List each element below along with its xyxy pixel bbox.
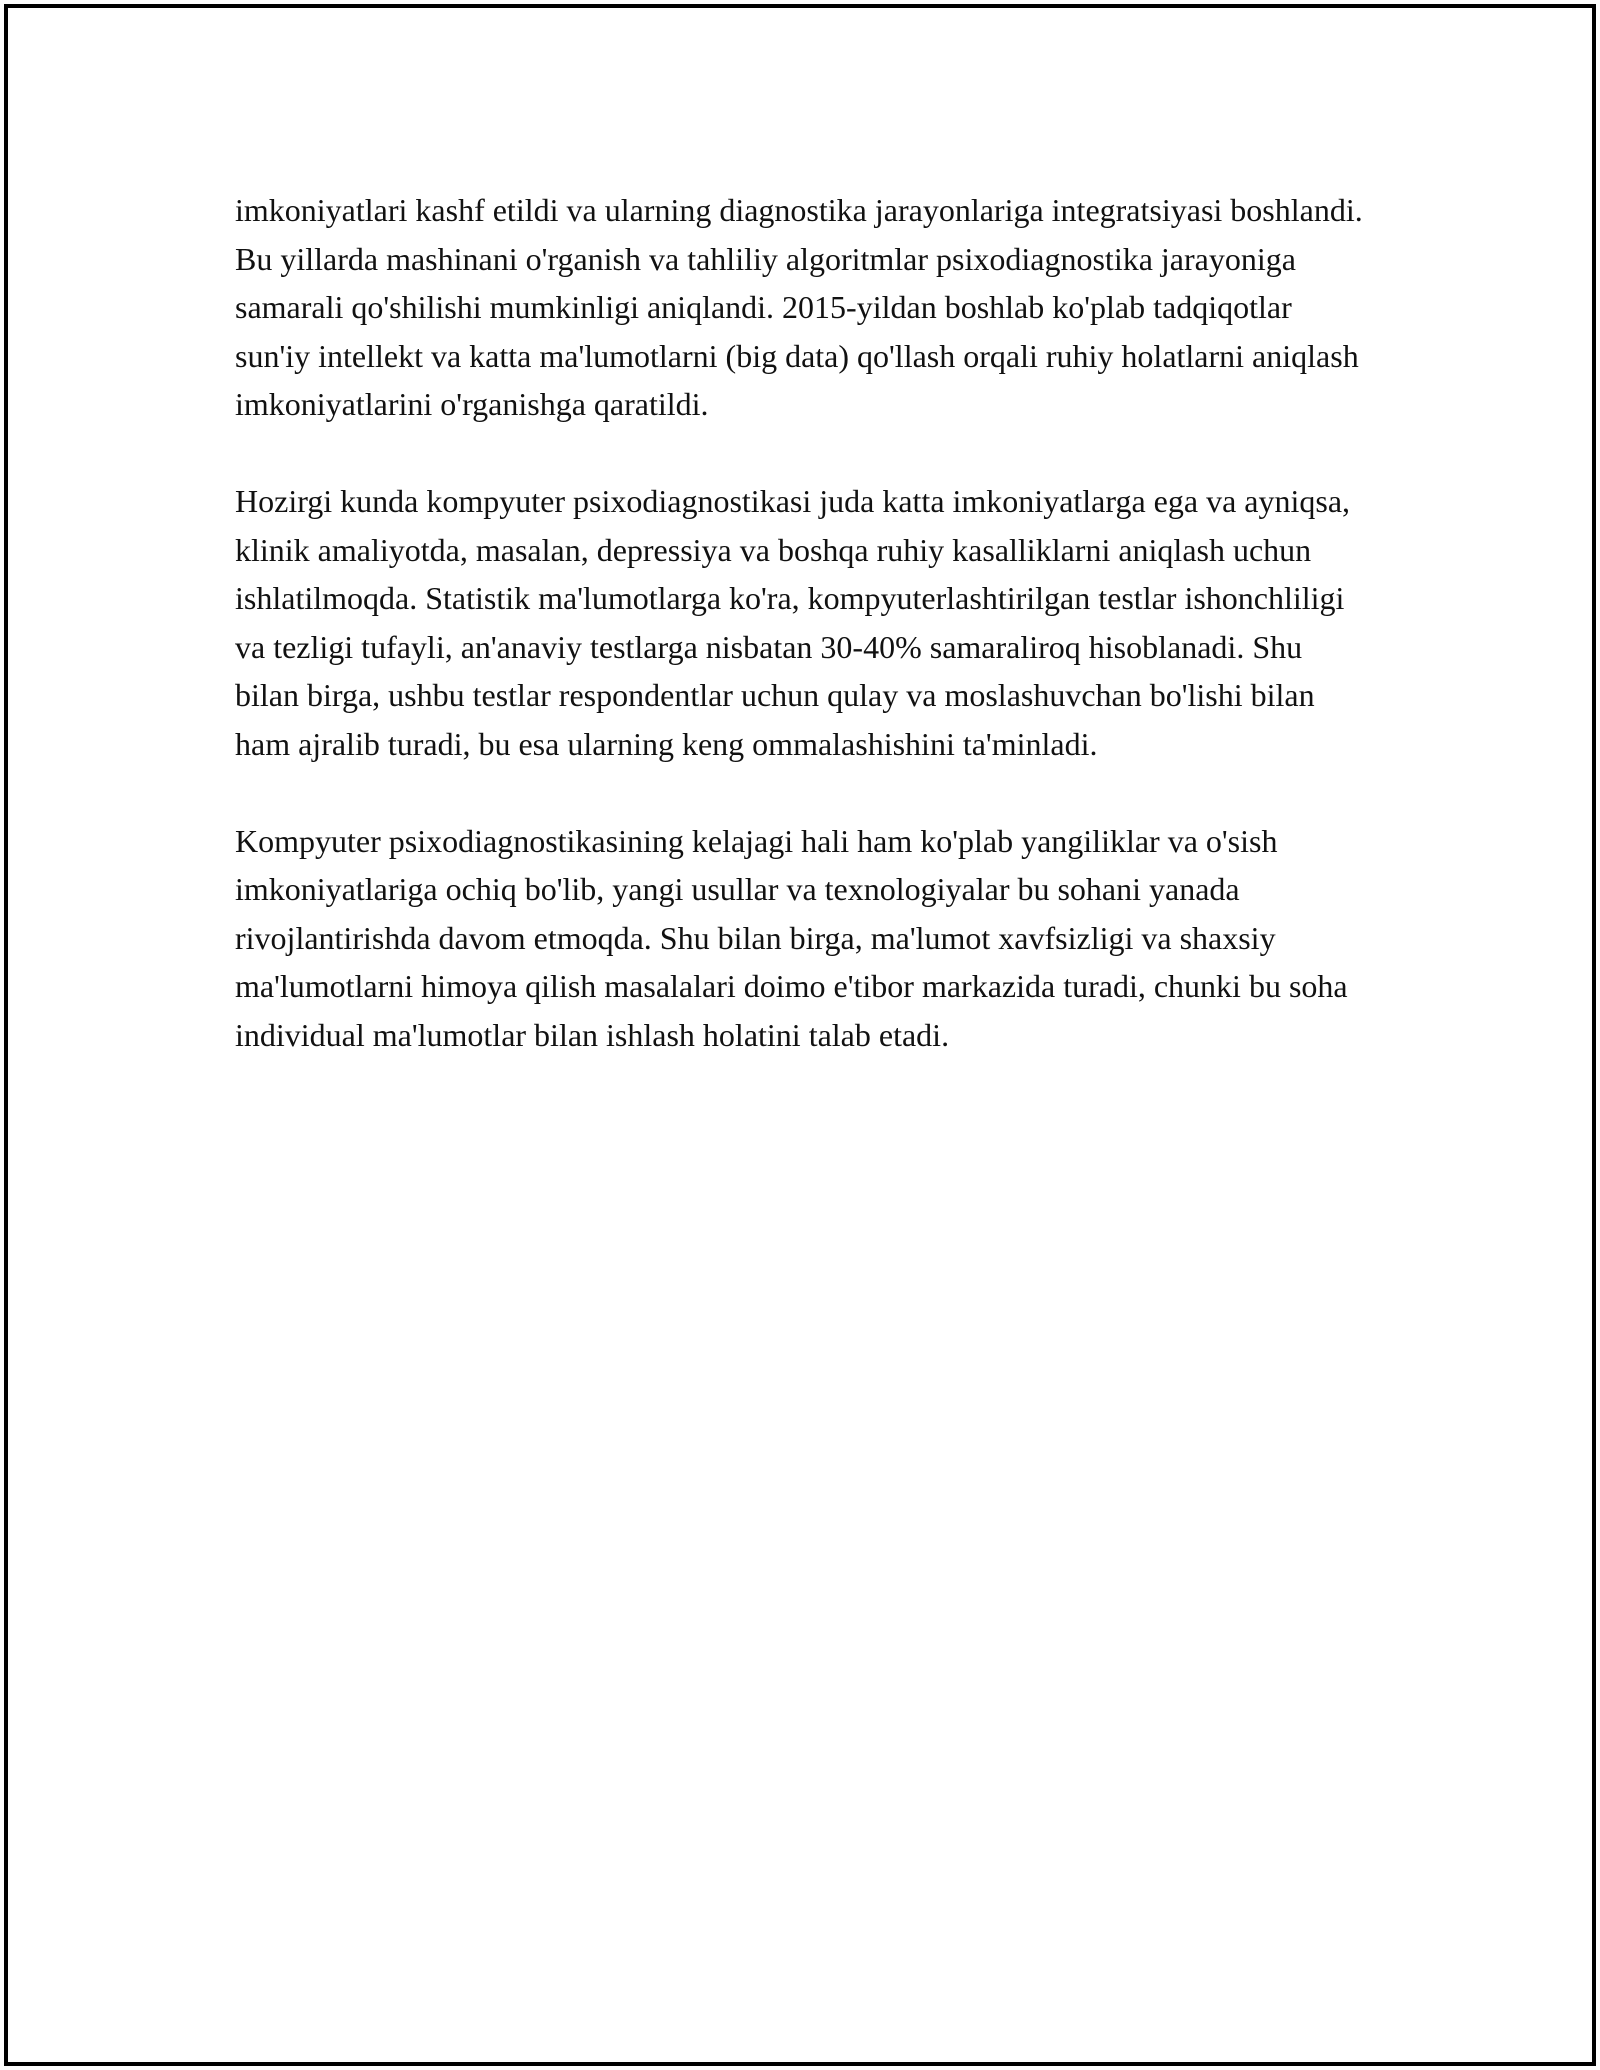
paragraph-3: Kompyuter psixodiagnostikasining kelajagi hali ham ko'plab yangiliklar va o'sish imkoniyatlariga ochiq bo'lib, yangi usullar va texnologiyalar bu sohani yanada rivojlantirishda davom etmoqda. Shu bilan birga, ma'lumot xavfsizligi va shaxsiy ma'lumotlarni himoya qilish masalalari doimo e'tibor markazida turadi, chunki bu soha individual ma'lumotlar bilan ishlash holatini talab etadi. <box>235 822 1348 1053</box>
document-body <box>235 186 1370 1059</box>
paragraph-2: Hozirgi kunda kompyuter psixodiagnostikasi juda katta imkoniyatlarga ega va ayniqsa, klinik amaliyotda, masalan, depressiya va boshqa ruhiy kasalliklarni aniqlash uchun ishlatilmoqda. Statistik ma'lumotlarga ko'ra, kompyuterlashtirilgan testlar ishonchliligi va tezligi tufayli, an'anaviy testlarga nisbatan 30-40% samaraliroq hisoblanadi. Shu bilan birga, ushbu testlar respondentlar uchun qulay va moslashuvchan bo'lishi bilan ham ajralib turadi, bu esa ularning keng ommalashishini ta'minladi. <box>235 483 1351 762</box>
paragraph-1: imkoniyatlari kashf etildi va ularning diagnostika jarayonlariga integratsiyasi boshlandi. Bu yillarda mashinani o'rganish va tahliliy algoritmlar psixodiagnostika jarayoniga samarali qo'shilishi mumkinligi aniqlandi. 2015-yildan boshlab ko'plab tadqiqotlar sun'iy intellekt va katta ma'lumotlarni (big data) qo'llash orqali ruhiy holatlarni aniqlash imkoniyatlarini o'rganishga qaratildi. <box>235 192 1363 422</box>
